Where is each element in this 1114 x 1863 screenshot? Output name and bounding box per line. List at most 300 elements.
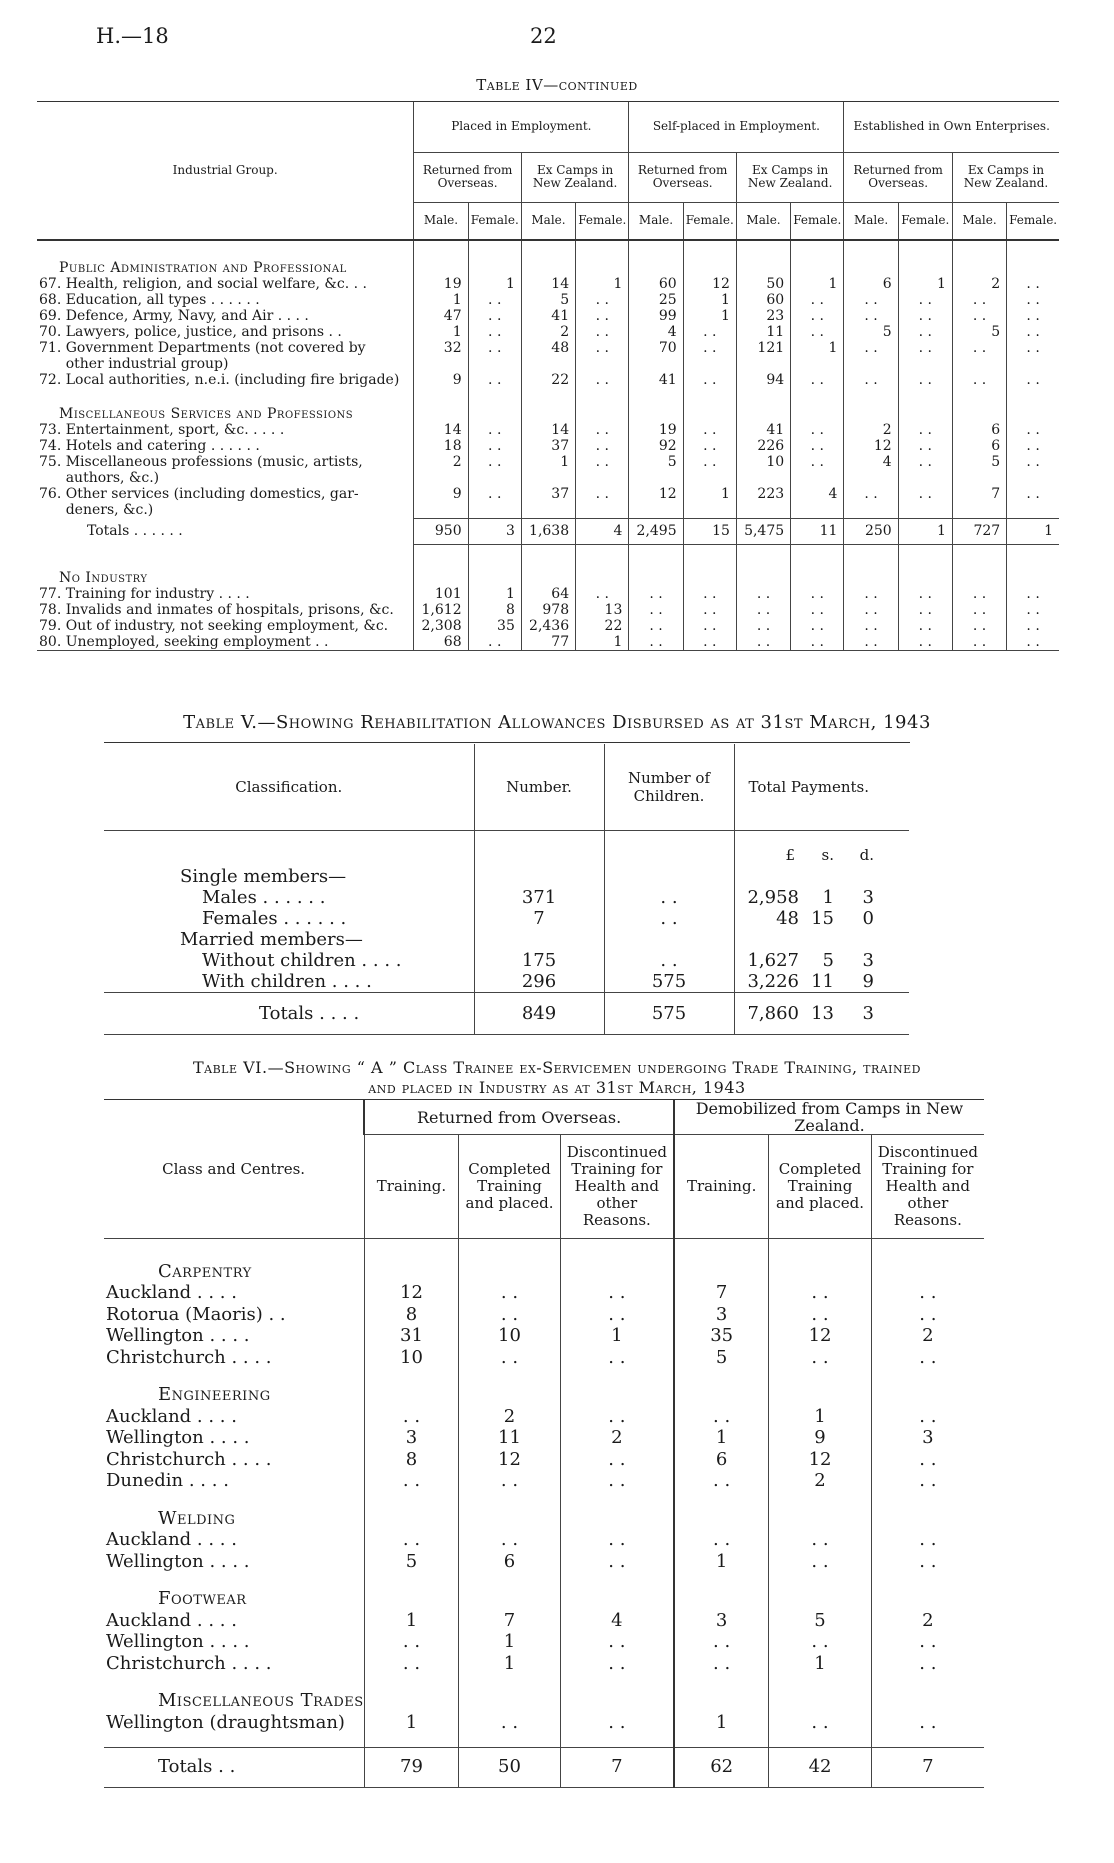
- t4-cell: . .: [898, 438, 952, 454]
- t6-cell: 1: [364, 1610, 459, 1632]
- t6-row: [104, 1304, 984, 1326]
- t6-cell: . .: [560, 1551, 674, 1573]
- t4-cell: 18: [414, 438, 468, 454]
- t4-cell: . .: [898, 586, 952, 602]
- table6: [104, 1100, 984, 1788]
- table4-title: Table IV—continued: [476, 76, 638, 94]
- t6-row-label: Auckland . . . .: [106, 1609, 237, 1631]
- t6-cell: . .: [769, 1712, 871, 1734]
- t4-cell: [521, 356, 575, 372]
- t6-cell: . .: [769, 1347, 871, 1369]
- t4-cell: . .: [683, 372, 736, 388]
- t4-cell: [468, 502, 521, 518]
- t6-cell: . .: [459, 1304, 560, 1326]
- t6-cell: . .: [674, 1631, 769, 1653]
- t5-number-cell: 7: [474, 908, 604, 929]
- t4-totals-cell: 11: [791, 518, 844, 544]
- t4-row-label: 76. Other services (including domestics, gar-: [39, 486, 359, 502]
- t4-cell: 1: [414, 292, 468, 308]
- t4-cell: 94: [736, 372, 790, 388]
- t4-cell: . .: [736, 634, 790, 651]
- t6-cell: 2: [459, 1406, 560, 1428]
- t4-cell: [952, 502, 1006, 518]
- t6-cell: . .: [364, 1529, 459, 1551]
- t4-cell: . .: [844, 486, 898, 502]
- t6-row-label: Dunedin . . . .: [106, 1470, 229, 1491]
- t4-cell: 7: [952, 486, 1006, 502]
- t4-totals-row: [37, 518, 1059, 544]
- t4-cell: [736, 356, 790, 372]
- t4-row-label: deners, &c.): [39, 502, 154, 518]
- t4-cell: . .: [791, 292, 844, 308]
- t4-group-header: Industrial Group.: [37, 102, 414, 240]
- t6-row: [104, 1529, 984, 1551]
- t4-female-header: Female.: [1007, 202, 1059, 240]
- t6-cell: 1: [459, 1653, 560, 1675]
- t4-cell: 2,308: [414, 618, 468, 634]
- t4-cell: 1: [468, 586, 521, 602]
- t4-cell: . .: [683, 324, 736, 340]
- t6-cell: 6: [674, 1449, 769, 1471]
- t4-totals-cell: 950: [414, 518, 468, 544]
- t6-cell: . .: [364, 1631, 459, 1653]
- t4-cell: . .: [683, 602, 736, 618]
- t6-section-carpentry: Carpentry: [158, 1260, 252, 1282]
- t6-row-label: Wellington (draughtsman): [106, 1711, 345, 1733]
- t4-totals-label: Totals . . . . . .: [87, 523, 183, 539]
- t5-pence-cell: 3: [862, 949, 874, 971]
- t6-cell: 1: [769, 1653, 871, 1675]
- t4-cell: . .: [844, 634, 898, 651]
- t4-cell: 22: [576, 618, 629, 634]
- t6-row-label: Auckland . . . .: [106, 1405, 237, 1427]
- t4-totals-cell: 2,495: [629, 518, 683, 544]
- t6-row-label: Christchurch . . . .: [106, 1448, 272, 1470]
- t4-returned-3: Returned from Overseas.: [844, 152, 953, 202]
- t6-returned-completed-header: Completed Training and placed.: [459, 1135, 560, 1239]
- t5-number-cell: 175: [474, 950, 604, 971]
- t6-cell: 1: [560, 1325, 674, 1347]
- t5-totals-pounds: 7,860: [734, 992, 799, 1034]
- t4-cell: . .: [952, 292, 1006, 308]
- t5-totals-shillings: 13: [811, 1002, 834, 1024]
- t4-cell: 121: [736, 340, 790, 356]
- t4-cell: 1: [898, 276, 952, 292]
- t4-cell: . .: [1007, 340, 1059, 356]
- t4-cell: . .: [898, 308, 952, 324]
- t6-cell: . .: [871, 1304, 984, 1326]
- t4-row: [37, 292, 1059, 308]
- t6-section-welding: Welding: [158, 1507, 236, 1529]
- t4-male-header: Male.: [521, 202, 575, 240]
- t4-row-label: 73. Entertainment, sport, &c. . . . .: [39, 422, 285, 438]
- t4-cell: 2,436: [521, 618, 575, 634]
- t4-cell: 4: [844, 454, 898, 470]
- t6-totals-cell: 62: [674, 1747, 769, 1787]
- t6-row: [104, 1325, 984, 1347]
- t6-cell: . .: [871, 1631, 984, 1653]
- t4-cell: 22: [521, 372, 575, 388]
- t6-section-engineering: Engineering: [158, 1384, 271, 1405]
- t4-row: [37, 634, 1059, 651]
- t6-cell: 2: [560, 1427, 674, 1449]
- t4-cell: 19: [414, 276, 468, 292]
- t4-totals-cell: 1: [898, 518, 952, 544]
- t5-row-label: Males . . . . . .: [202, 886, 326, 908]
- t4-cell: 2: [521, 324, 575, 340]
- t4-cell: . .: [683, 422, 736, 438]
- t4-male-header: Male.: [736, 202, 790, 240]
- t4-cell: . .: [736, 586, 790, 602]
- t6-section-footwear: Footwear: [158, 1588, 247, 1609]
- t4-cell: 2: [844, 422, 898, 438]
- t6-cell: . .: [560, 1653, 674, 1675]
- t5-row-with-children: [104, 971, 909, 993]
- t4-cell: 77: [521, 634, 575, 651]
- t6-cell: . .: [871, 1347, 984, 1369]
- t6-returned-header: Returned from Overseas.: [364, 1100, 674, 1135]
- t6-cell: . .: [364, 1470, 459, 1492]
- t4-row-label: 79. Out of industry, not seeking employment, &c.: [39, 618, 389, 634]
- t6-cell: 10: [364, 1347, 459, 1369]
- t4-cell: . .: [468, 340, 521, 356]
- t4-cell: 1: [576, 276, 629, 292]
- t4-cell: 1: [414, 324, 468, 340]
- t4-cell: . .: [576, 486, 629, 502]
- t4-cell: 2: [414, 454, 468, 470]
- t5-pence-cell: 9: [862, 970, 874, 992]
- t4-cell: . .: [468, 454, 521, 470]
- t4-cell: 4: [629, 324, 683, 340]
- t4-totals-cell: 250: [844, 518, 898, 544]
- t4-cell: 223: [736, 486, 790, 502]
- t4-cell: . .: [1007, 486, 1059, 502]
- t6-cell: . .: [560, 1347, 674, 1369]
- t4-cell: . .: [683, 454, 736, 470]
- t5-row-label: Without children . . . .: [202, 949, 402, 971]
- table5: [104, 744, 909, 1035]
- t4-cell: [468, 470, 521, 486]
- t6-row: [104, 1406, 984, 1428]
- t4-cell: . .: [468, 292, 521, 308]
- t6-cell: . .: [674, 1470, 769, 1492]
- t4-established-header: Established in Own Enterprises.: [844, 102, 1059, 152]
- t4-cell: . .: [683, 340, 736, 356]
- t4-cell: [629, 356, 683, 372]
- t4-cell: 48: [521, 340, 575, 356]
- t4-cell: 11: [736, 324, 790, 340]
- t6-cell: . .: [674, 1529, 769, 1551]
- t6-cell: . .: [769, 1282, 871, 1304]
- t5-single-label: Single members—: [180, 865, 347, 887]
- t4-cell: 12: [683, 276, 736, 292]
- t6-cell: 3: [364, 1427, 459, 1449]
- t6-totals-cell: 7: [871, 1747, 984, 1787]
- t4-cell: 25: [629, 292, 683, 308]
- t4-cell: [629, 502, 683, 518]
- t6-row: [104, 1610, 984, 1632]
- t6-cell: 3: [871, 1427, 984, 1449]
- t6-cell: 12: [364, 1282, 459, 1304]
- t5-number-cell: 371: [474, 887, 604, 908]
- t6-cell: . .: [560, 1282, 674, 1304]
- t4-cell: [629, 470, 683, 486]
- t4-cell: . .: [1007, 454, 1059, 470]
- t4-row-label: 77. Training for industry . . . .: [39, 586, 250, 602]
- t5-row-females: [104, 908, 909, 929]
- t4-female-header: Female.: [576, 202, 629, 240]
- t4-cell: . .: [468, 324, 521, 340]
- t4-cell: [844, 502, 898, 518]
- t6-cell: 1: [459, 1631, 560, 1653]
- t4-female-header: Female.: [683, 202, 736, 240]
- t4-male-header: Male.: [414, 202, 468, 240]
- t4-cell: . .: [844, 602, 898, 618]
- t4-placed-header: Placed in Employment.: [414, 102, 629, 152]
- t4-cell: . .: [952, 340, 1006, 356]
- t6-cell: . .: [871, 1282, 984, 1304]
- t5-totals-pence: 3: [862, 1002, 874, 1024]
- t4-row-label: 74. Hotels and catering . . . . . .: [39, 438, 260, 454]
- t4-cell: 1: [683, 292, 736, 308]
- t6-cell: . .: [560, 1631, 674, 1653]
- t4-totals-cell: 15: [683, 518, 736, 544]
- t4-cell: . .: [1007, 308, 1059, 324]
- t4-row: [37, 356, 1059, 372]
- t4-cell: [1007, 356, 1059, 372]
- t4-cell: . .: [791, 634, 844, 651]
- t4-cell: . .: [952, 586, 1006, 602]
- t4-row: [37, 438, 1059, 454]
- t5-shillings-cell: 15: [811, 907, 834, 929]
- t4-cell: 5: [952, 454, 1006, 470]
- t4-cell: . .: [683, 438, 736, 454]
- t4-cell: . .: [468, 486, 521, 502]
- t6-cell: . .: [459, 1470, 560, 1492]
- t4-cell: . .: [683, 634, 736, 651]
- t4-row-label: authors, &c.): [39, 470, 160, 486]
- t6-cell: . .: [871, 1551, 984, 1573]
- t6-row: [104, 1347, 984, 1369]
- t4-cell: 10: [736, 454, 790, 470]
- t6-cell: . .: [871, 1449, 984, 1471]
- t5-children-cell: . .: [604, 887, 734, 908]
- t4-cell: . .: [952, 618, 1006, 634]
- t4-excamps-3: Ex Camps in New Zealand.: [952, 152, 1059, 202]
- t5-row-without-children: [104, 950, 909, 971]
- t6-row-label: Auckland . . . .: [106, 1282, 237, 1303]
- t4-cell: [576, 470, 629, 486]
- t4-totals-cell: 4: [576, 518, 629, 544]
- t6-row-label: Christchurch . . . .: [106, 1652, 272, 1674]
- t6-totals-cell: 42: [769, 1747, 871, 1787]
- t4-cell: 64: [521, 586, 575, 602]
- t6-cell: 35: [674, 1325, 769, 1347]
- t4-cell: 37: [521, 486, 575, 502]
- t4-cell: [1007, 470, 1059, 486]
- t4-row: [37, 470, 1059, 486]
- table5-title: Table V.—Showing Rehabilitation Allowances Disbursed as at 31st March, 1943: [183, 712, 931, 733]
- t4-cell: . .: [898, 454, 952, 470]
- t4-cell: 60: [736, 292, 790, 308]
- t4-cell: [468, 356, 521, 372]
- t4-male-header: Male.: [844, 202, 898, 240]
- t4-cell: [1007, 502, 1059, 518]
- t4-excamps-1: Ex Camps in New Zealand.: [521, 152, 629, 202]
- t6-cell: 1: [769, 1406, 871, 1428]
- t4-row: [37, 454, 1059, 470]
- t4-cell: 6: [952, 422, 1006, 438]
- t5-shillings-unit: s.: [821, 845, 834, 864]
- t4-cell: . .: [844, 372, 898, 388]
- t6-cell: . .: [560, 1470, 674, 1492]
- t4-totals-cell: 3: [468, 518, 521, 544]
- t4-cell: 5: [952, 324, 1006, 340]
- t5-pence-cell: 3: [862, 886, 874, 908]
- t4-cell: [521, 502, 575, 518]
- t5-row-label: Females . . . . . .: [202, 907, 347, 929]
- t4-cell: . .: [576, 372, 629, 388]
- t4-cell: 1: [576, 634, 629, 651]
- t5-pounds-cell: 3,226: [734, 971, 799, 993]
- t4-section-public-admin: Public Administration and Professional: [59, 260, 347, 276]
- t4-cell: . .: [683, 618, 736, 634]
- table6-title-line2: and placed in Industry as at 31st March, 1943: [368, 1078, 746, 1097]
- t6-cell: 12: [769, 1325, 871, 1347]
- t4-cell: . .: [576, 324, 629, 340]
- t4-row: [37, 618, 1059, 634]
- t4-cell: . .: [898, 422, 952, 438]
- t5-number-cell: 296: [474, 971, 604, 993]
- t4-cell: 12: [629, 486, 683, 502]
- t6-cell: 2: [871, 1325, 984, 1347]
- t4-cell: [952, 470, 1006, 486]
- t6-returned-discontinued-header: Discontinued Training for Health and other Reasons.: [560, 1135, 674, 1239]
- t4-cell: . .: [791, 308, 844, 324]
- t4-cell: 14: [521, 422, 575, 438]
- t6-cell: . .: [459, 1712, 560, 1734]
- t4-row-label: 70. Lawyers, police, justice, and prisons . .: [39, 324, 342, 340]
- t4-cell: 41: [521, 308, 575, 324]
- t6-cell: . .: [769, 1631, 871, 1653]
- t6-totals-row: [104, 1747, 984, 1787]
- t6-cell: . .: [459, 1529, 560, 1551]
- t5-pounds-unit: £: [734, 845, 799, 866]
- t4-female-header: Female.: [468, 202, 521, 240]
- t6-row-label: Wellington . . . .: [106, 1325, 250, 1346]
- t6-cell: . .: [674, 1406, 769, 1428]
- t4-cell: [414, 470, 468, 486]
- t6-cell: . .: [459, 1282, 560, 1304]
- t4-cell: . .: [898, 340, 952, 356]
- t4-cell: 1: [683, 308, 736, 324]
- t6-cell: 1: [674, 1712, 769, 1734]
- t4-cell: . .: [952, 372, 1006, 388]
- t6-cell: 4: [560, 1610, 674, 1632]
- t4-cell: . .: [791, 618, 844, 634]
- t6-cell: . .: [871, 1653, 984, 1675]
- t4-cell: [576, 356, 629, 372]
- t4-self-placed-header: Self-placed in Employment.: [629, 102, 844, 152]
- t4-row-label: 78. Invalids and inmates of hospitals, prisons, &c.: [39, 602, 394, 618]
- t4-row: [37, 276, 1059, 292]
- t6-row: [104, 1282, 984, 1304]
- t6-row-label: Wellington . . . .: [106, 1631, 250, 1652]
- t4-cell: . .: [576, 340, 629, 356]
- t6-totals-cell: 50: [459, 1747, 560, 1787]
- t6-cell: . .: [364, 1653, 459, 1675]
- t4-cell: . .: [629, 618, 683, 634]
- t4-row: [37, 486, 1059, 502]
- t4-cell: . .: [576, 586, 629, 602]
- t6-cell: . .: [871, 1712, 984, 1734]
- t6-cell: 8: [364, 1304, 459, 1326]
- t4-cell: 6: [952, 438, 1006, 454]
- t6-row: [104, 1653, 984, 1675]
- t6-cell: . .: [560, 1712, 674, 1734]
- t4-cell: [521, 470, 575, 486]
- t4-totals-cell: 1,638: [521, 518, 575, 544]
- t5-total-header: Total Payments.: [734, 744, 909, 831]
- t4-cell: [898, 356, 952, 372]
- t4-row-label: 69. Defence, Army, Navy, and Air . . . .: [39, 308, 309, 324]
- t4-cell: . .: [952, 634, 1006, 651]
- t4-row-label: other industrial group): [39, 356, 229, 372]
- t4-cell: 9: [414, 486, 468, 502]
- t6-cell: 10: [459, 1325, 560, 1347]
- t4-cell: . .: [791, 454, 844, 470]
- t6-demob-header: Demobilized from Camps in New Zealand.: [674, 1100, 984, 1135]
- t5-children-cell: . .: [604, 950, 734, 971]
- t6-cell: . .: [871, 1406, 984, 1428]
- t5-class-header: Classification.: [235, 778, 343, 796]
- t4-cell: . .: [898, 634, 952, 651]
- t6-cell: 5: [364, 1551, 459, 1573]
- t4-cell: 101: [414, 586, 468, 602]
- t6-cell: . .: [871, 1470, 984, 1492]
- t6-cell: . .: [459, 1347, 560, 1369]
- t4-cell: [898, 470, 952, 486]
- t6-cell: 9: [769, 1427, 871, 1449]
- t6-cell: . .: [560, 1529, 674, 1551]
- t6-cell: 2: [769, 1470, 871, 1492]
- t6-section-miscellaneous-trades: Miscellaneous Trades: [158, 1690, 364, 1711]
- t4-cell: . .: [791, 422, 844, 438]
- t6-cell: 12: [459, 1449, 560, 1471]
- t6-demob-training-header: Training.: [674, 1135, 769, 1239]
- t4-cell: 12: [844, 438, 898, 454]
- t4-cell: 978: [521, 602, 575, 618]
- t6-demob-discontinued-header: Discontinued Training for Health and other Reasons.: [871, 1135, 984, 1239]
- t6-cell: . .: [769, 1304, 871, 1326]
- t4-cell: [736, 502, 790, 518]
- t4-cell: 1,612: [414, 602, 468, 618]
- t4-cell: 5: [629, 454, 683, 470]
- t6-cell: 1: [674, 1551, 769, 1573]
- t5-pence-cell: 0: [862, 907, 874, 929]
- t4-cell: 14: [414, 422, 468, 438]
- t5-pounds-cell: 48: [734, 908, 799, 929]
- t4-cell: . .: [576, 422, 629, 438]
- t4-cell: 32: [414, 340, 468, 356]
- t4-cell: [683, 470, 736, 486]
- t4-cell: . .: [1007, 372, 1059, 388]
- t4-cell: 19: [629, 422, 683, 438]
- t4-cell: [791, 470, 844, 486]
- t4-cell: 60: [629, 276, 683, 292]
- t4-cell: . .: [1007, 422, 1059, 438]
- t4-row: [37, 372, 1059, 388]
